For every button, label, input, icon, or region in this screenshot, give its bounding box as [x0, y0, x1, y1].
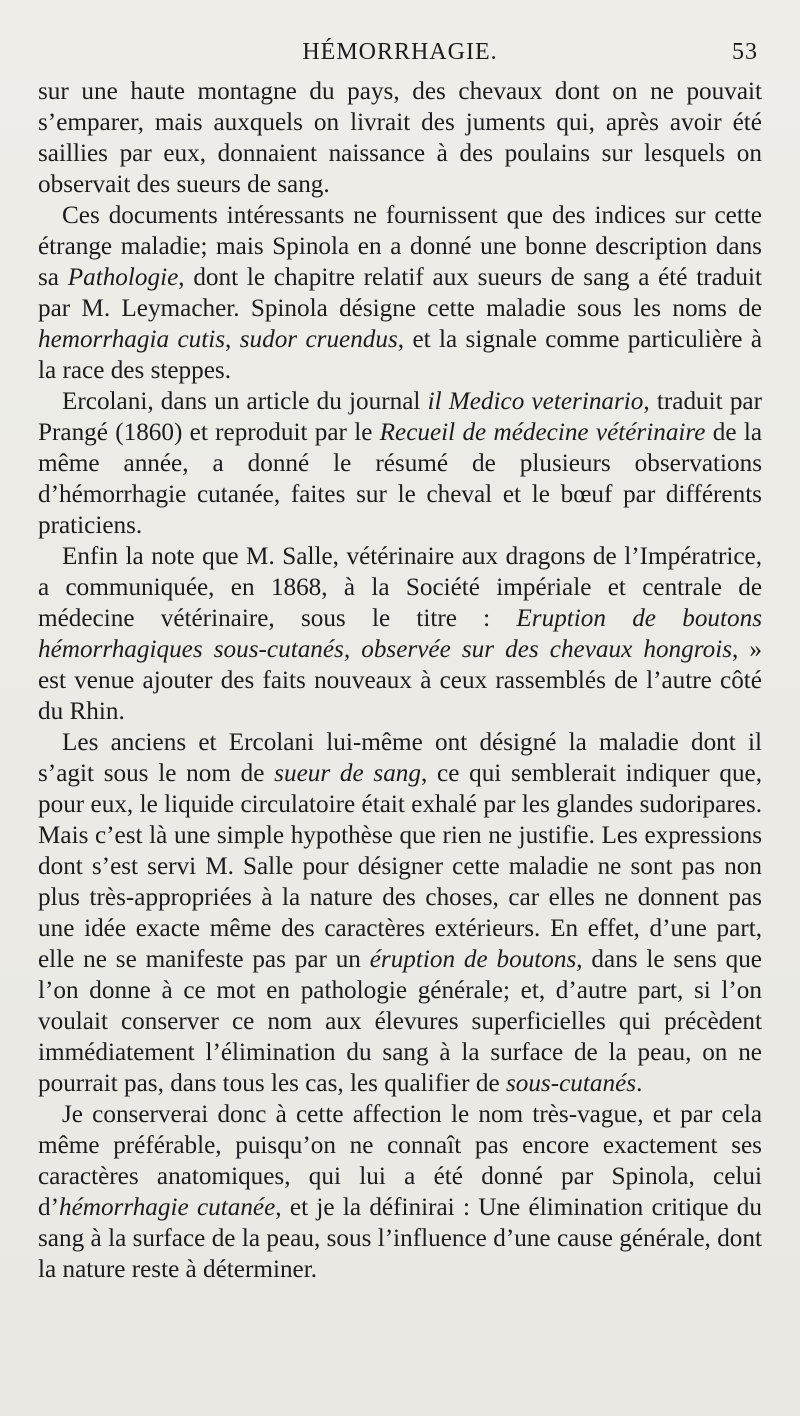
text-run: Les anciens et Ercolani lui-même ont désigné la maladie dont il s’agit sous le nom de: [38, 729, 762, 787]
text-run: .: [636, 1070, 643, 1097]
italic-text: il Medico veterinario: [427, 388, 644, 415]
text-run: de la même année, a donné le résumé de plusieurs observations d’hémorrhagie cutanée, faites sur le cheval et le bœuf par différents praticiens.: [38, 419, 762, 539]
text-run: ,: [225, 326, 240, 353]
italic-text: sueur de sang: [274, 760, 421, 787]
running-title: HÉMORRHAGIE.: [302, 39, 498, 65]
running-head: [38, 28, 762, 76]
paragraph: [38, 200, 762, 386]
paragraph: [38, 76, 762, 200]
text-run: , dont le chapitre relatif aux sueurs de sang a été traduit par M. Leymacher. Spinola désigne cette maladie sous les noms de: [38, 264, 762, 322]
italic-text: hemorrhagia cutis: [38, 326, 226, 353]
text-run: , » est venue ajouter des faits nouveaux à ceux rassemblés de l’autre côté du Rhin.: [38, 636, 762, 725]
text-run: , et je la définirai : Une élimination critique du sang à la surface de la peau, sous l’influence d’une cause générale, dont la nature reste à déterminer.: [38, 1194, 762, 1283]
text-run: , dans le sens que l’on donne à ce mot en pathologie générale; et, d’autre part, si l’on voulait conserver ce nom aux élevures superficielles qui précèdent immédiatement l’élimination du sang à la surface de la peau, on ne pourrait pas, dans tous les cas, les qualifier de: [38, 946, 762, 1097]
italic-text: sous-cutanés: [505, 1070, 637, 1097]
text-run: , traduit par Prangé (1860) et reproduit par le: [38, 388, 762, 446]
text-run: , ce qui semblerait indiquer que, pour eux, le liquide circulatoire était exhalé par les glandes sudoripares. Mais c’est là une simple hypothèse que rien ne justifie. Les expressions dont s’est servi M. Salle pour désigner cette maladie ne sont pas non plus très-appropriées à la nature des choses, car elles ne donnent pas une idée exacte même des caractères extérieurs. En effet, d’une part, elle ne se manifeste pas par un: [38, 760, 763, 973]
paragraph: [38, 386, 762, 541]
italic-text: éruption de boutons: [369, 946, 577, 973]
italic-text: Eruption de boutons hémorrhagiques sous-cutanés, observée sur des chevaux hongrois: [38, 605, 762, 663]
text-run: Enfin la note que M. Salle, vétérinaire aux dragons de l’Impératrice, a communiquée, en 1868, à la Société impériale et centrale de médecine vétérinaire, sous le titre :: [38, 543, 762, 632]
text-run: sur une haute montagne du pays, des chevaux dont on ne pouvait s’emparer, mais auxquels on livrait des juments qui, après avoir été saillies par eux, donnaient naissance à des poulains sur lesquels on observait des sueurs de sang.: [38, 78, 762, 198]
body-text: [38, 76, 762, 1285]
paragraph: [38, 541, 762, 727]
text-run: Je conserverai donc à cette affection le nom très-vague, et par cela même préférable, puisqu’on ne connaît pas encore exactement ses caractères anatomiques, qui lui a été donné par Spinola, celui d’: [38, 1101, 762, 1221]
italic-text: hémorrhagie cutanée: [58, 1194, 276, 1221]
italic-text: sudor cruendus: [239, 326, 398, 353]
text-run: Ercolani, dans un article du journal: [62, 388, 428, 415]
text-run: Ces documents intéressants ne fournissent que des indices sur cette étrange maladie; mais Spinola en a donné une bonne description dans sa: [38, 202, 762, 291]
italic-text: Recueil de médecine vétérinaire: [379, 419, 706, 446]
page-number: 53: [732, 39, 758, 65]
italic-text: Pathologie: [67, 264, 179, 291]
paragraph: [38, 727, 762, 1099]
text-run: , et la signale comme particulière à la race des steppes.: [38, 326, 762, 384]
paragraph: [38, 1099, 762, 1285]
